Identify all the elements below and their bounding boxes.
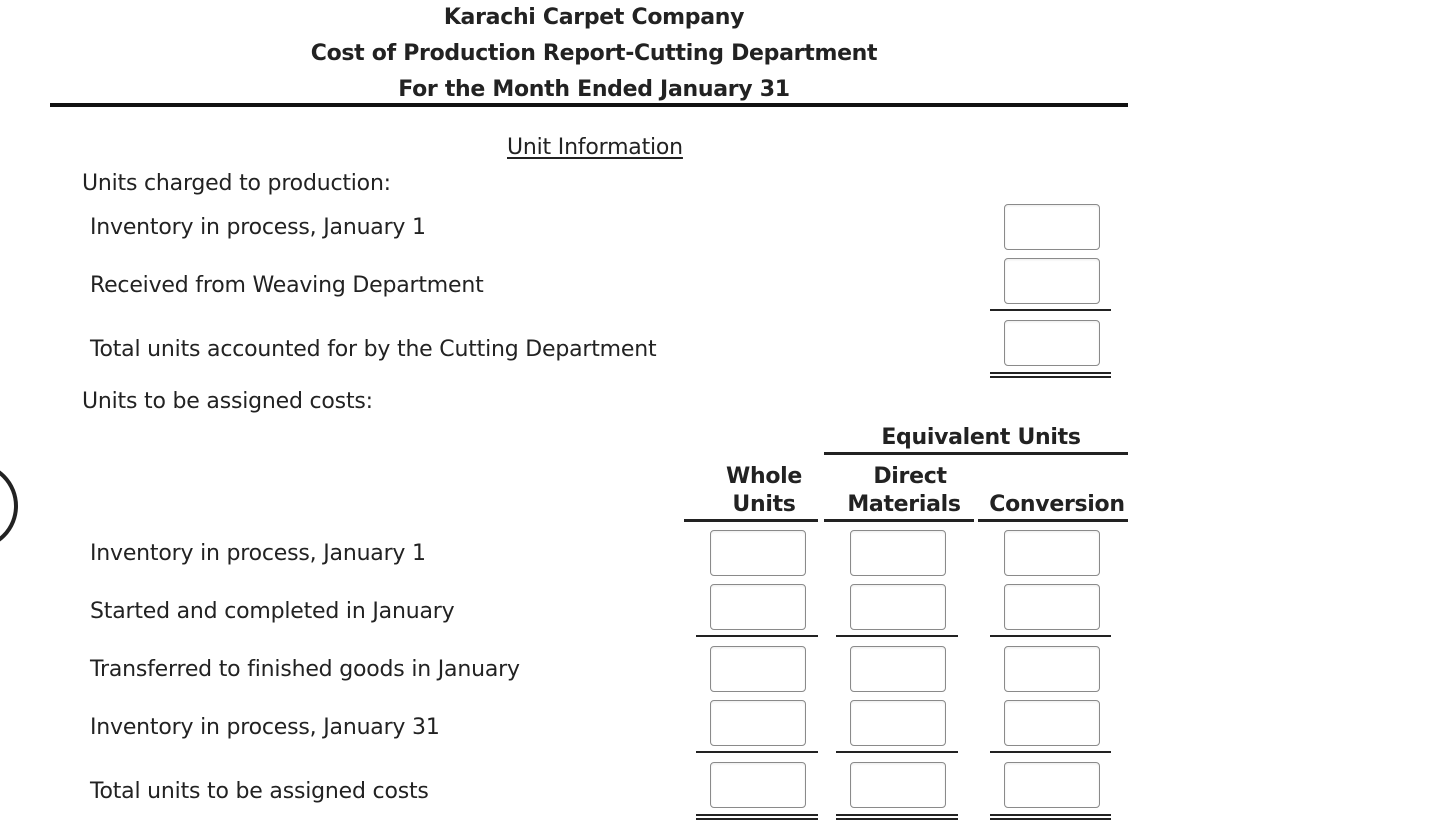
row-inventory-jan1-whole-input[interactable] xyxy=(710,530,806,576)
assigned-row-label: Inventory in process, January 1 xyxy=(90,541,426,566)
subtotal-rule xyxy=(836,751,958,753)
charged-inventory-jan1-input[interactable] xyxy=(1004,204,1100,250)
whole-units-heading-line1: Whole xyxy=(725,464,802,489)
row-inventory-jan1-conversion-input[interactable] xyxy=(1004,530,1100,576)
units-assigned-heading: Units to be assigned costs: xyxy=(82,389,373,414)
assigned-row-label: Inventory in process, January 31 xyxy=(90,715,440,740)
whole-units-header-rule xyxy=(684,519,818,522)
assigned-row-label: Total units to be assigned costs xyxy=(90,779,429,804)
row-started-completed-conversion-input[interactable] xyxy=(1004,584,1100,630)
charged-row-label: Total units accounted for by the Cutting Department xyxy=(90,337,657,362)
whole-units-heading-line2: Units xyxy=(732,492,796,517)
row-transferred-materials-input[interactable] xyxy=(850,646,946,692)
row-inventory-jan1-materials-input[interactable] xyxy=(850,530,946,576)
row-transferred-whole-input[interactable] xyxy=(710,646,806,692)
subtotal-rule xyxy=(990,751,1111,753)
row-started-completed-whole-input[interactable] xyxy=(710,584,806,630)
direct-materials-heading-line1: Direct xyxy=(873,464,947,489)
conversion-header-rule xyxy=(978,519,1128,522)
row-total-materials-input[interactable] xyxy=(850,762,946,808)
subtotal-rule xyxy=(990,309,1111,311)
row-transferred-conversion-input[interactable] xyxy=(1004,646,1100,692)
units-charged-heading: Units charged to production: xyxy=(82,171,391,196)
subtotal-rule xyxy=(696,635,818,637)
row-total-conversion-input[interactable] xyxy=(1004,762,1100,808)
assigned-row-label: Started and completed in January xyxy=(90,599,455,624)
row-total-whole-input[interactable] xyxy=(710,762,806,808)
company-name: Karachi Carpet Company xyxy=(443,5,745,30)
subtotal-rule xyxy=(990,635,1111,637)
charged-row-label: Inventory in process, January 1 xyxy=(90,215,426,240)
direct-materials-heading-line2: Materials xyxy=(847,492,961,517)
assigned-row-label: Transferred to finished goods in January xyxy=(90,657,520,682)
materials-header-rule xyxy=(824,519,974,522)
total-double-rule xyxy=(990,814,1111,820)
subtotal-rule xyxy=(696,751,818,753)
subtotal-rule xyxy=(836,635,958,637)
row-started-completed-materials-input[interactable] xyxy=(850,584,946,630)
report-period: For the Month Ended January 31 xyxy=(398,77,790,102)
partial-circle-decoration xyxy=(0,462,18,550)
total-double-rule xyxy=(696,814,818,820)
equivalent-units-rule xyxy=(824,452,1128,455)
received-from-weaving-input[interactable] xyxy=(1004,258,1100,304)
row-inventory-jan31-materials-input[interactable] xyxy=(850,700,946,746)
report-title: Cost of Production Report-Cutting Department xyxy=(310,41,878,66)
total-units-accounted-input[interactable] xyxy=(1004,320,1100,366)
row-inventory-jan31-whole-input[interactable] xyxy=(710,700,806,746)
total-double-rule xyxy=(836,814,958,820)
row-inventory-jan31-conversion-input[interactable] xyxy=(1004,700,1100,746)
header-rule xyxy=(50,103,1128,107)
total-double-rule xyxy=(990,372,1111,378)
charged-row-label: Received from Weaving Department xyxy=(90,273,484,298)
conversion-heading: Conversion xyxy=(989,492,1125,517)
unit-information-heading: Unit Information xyxy=(507,135,683,160)
equivalent-units-heading: Equivalent Units xyxy=(881,425,1081,450)
